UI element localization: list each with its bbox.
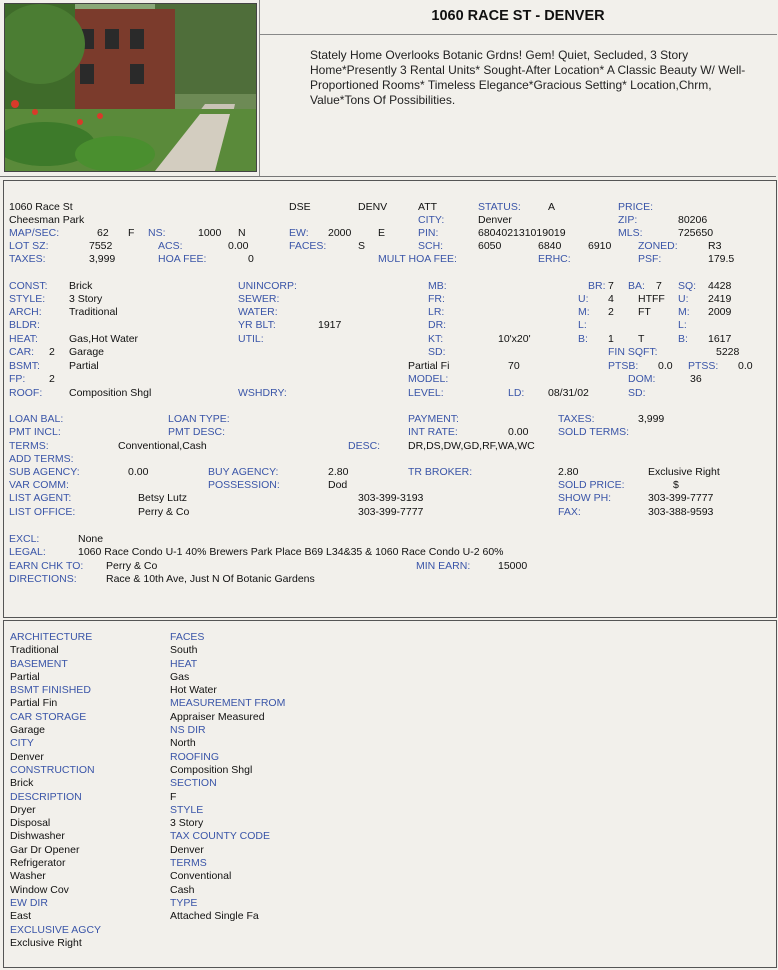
property-remarks: Stately Home Overlooks Botanic Grdns! Gem! Quiet, Secluded, 3 Story Home*Presently 3 Rental Units* Sought-After Location* A Classic Beauty W/ Well-Proportioned Rooms* Timeless Elegance*Gracious Setting* Location,Chrm, Value*Tons Of Possibilities. bbox=[310, 48, 746, 107]
heat-value: Gas,Hot Water bbox=[69, 333, 139, 345]
ld-value: 08/31/02 bbox=[548, 387, 589, 399]
listagent-value: Betsy Lutz bbox=[138, 492, 188, 504]
desc-label: DESC: bbox=[348, 440, 381, 452]
partial-fi: Partial Fi bbox=[408, 360, 450, 372]
intrate-value: 0.00 bbox=[508, 426, 529, 438]
unincorp-label: UNINCORP: bbox=[238, 280, 297, 292]
property-title: 1060 RACE ST - DENVER bbox=[431, 8, 605, 24]
detail-label: STYLE bbox=[170, 803, 204, 816]
detail-value: Disposal bbox=[10, 817, 51, 830]
faces-value: S bbox=[358, 240, 366, 252]
listoffice-label: LIST OFFICE: bbox=[9, 506, 76, 518]
acs-label: ACS: bbox=[158, 240, 183, 252]
bsmt-value: Partial bbox=[69, 360, 99, 372]
ptsb-value: 0.0 bbox=[658, 360, 673, 372]
payment-label: PAYMENT: bbox=[408, 413, 459, 425]
sch-label: SCH: bbox=[418, 240, 444, 252]
partial-fi-value: 70 bbox=[508, 360, 520, 372]
t: T bbox=[638, 333, 645, 345]
bsmt-label: BSMT: bbox=[9, 360, 40, 372]
desc-value: DR,DS,DW,GD,RF,WA,WC bbox=[408, 440, 535, 452]
detail-value: Gar Dr Opener bbox=[10, 843, 80, 856]
detail-value: South bbox=[170, 644, 198, 657]
m-value: 2 bbox=[608, 306, 614, 318]
pin-value: 680402131019019 bbox=[478, 227, 566, 239]
fp-value: 2 bbox=[49, 373, 55, 385]
fax-label: FAX: bbox=[558, 506, 581, 518]
varcomm-label: VAR COMM: bbox=[9, 479, 69, 491]
listagent-label: LIST AGENT: bbox=[9, 492, 72, 504]
yrblt-label: YR BLT: bbox=[238, 319, 276, 331]
detail-value: Attached Single Fa bbox=[170, 910, 259, 923]
detail-value: Cash bbox=[170, 883, 195, 896]
faces-label: FACES: bbox=[289, 240, 327, 252]
kt-value: 10'x20' bbox=[498, 333, 531, 345]
detail-value: Exclusive Right bbox=[10, 936, 82, 949]
psf-value: 179.5 bbox=[708, 253, 735, 265]
zip-value: 80206 bbox=[678, 214, 708, 226]
detail-label: TERMS bbox=[170, 857, 207, 870]
detail-value: Refrigerator bbox=[10, 857, 66, 870]
erhc-label: ERHC: bbox=[538, 253, 571, 265]
detail-label: CAR STORAGE bbox=[10, 710, 87, 723]
arch-label: ARCH: bbox=[9, 306, 42, 318]
sq-label: SQ: bbox=[678, 280, 697, 292]
buyagency-value: 2.80 bbox=[328, 466, 349, 478]
car-label: CAR: bbox=[9, 346, 35, 358]
mls-label: MLS: bbox=[618, 227, 643, 239]
dr-label: DR: bbox=[428, 319, 447, 331]
sd-label: SD: bbox=[428, 346, 446, 358]
legal-value: 1060 Race Condo U-1 40% Brewers Park Place B69 L34&35 & 1060 Race Condo U-2 60% bbox=[78, 546, 504, 558]
lotsz-value: 7552 bbox=[89, 240, 113, 252]
detail-value: Partial bbox=[10, 670, 40, 683]
detail-value: Brick bbox=[10, 777, 34, 790]
soldprice-label: SOLD PRICE: bbox=[558, 479, 625, 491]
sd2-label: SD: bbox=[628, 387, 646, 399]
title-divider bbox=[260, 34, 777, 35]
buyagency-label: BUY AGENCY: bbox=[208, 466, 279, 478]
m2-value: 2009 bbox=[708, 306, 732, 318]
listagent-phone: 303-399-3193 bbox=[358, 492, 424, 504]
l-label: L: bbox=[578, 319, 587, 331]
pmtdesc-label: PMT DESC: bbox=[168, 426, 225, 438]
minearn-value: 15000 bbox=[498, 560, 528, 572]
subagency-label: SUB AGENCY: bbox=[9, 466, 80, 478]
lotsz-label: LOT SZ: bbox=[9, 240, 49, 252]
level-label: LEVEL: bbox=[408, 387, 444, 399]
ptsb-label: PTSB: bbox=[608, 360, 639, 372]
fp-label: FP: bbox=[9, 373, 26, 385]
detail-value: 3 Story bbox=[170, 817, 204, 830]
minearn-label: MIN EARN: bbox=[416, 560, 471, 572]
feature-details-box bbox=[3, 620, 777, 968]
ptss-label: PTSS: bbox=[688, 360, 719, 372]
sch-3: 6910 bbox=[588, 240, 612, 252]
ld-label: LD: bbox=[508, 387, 525, 399]
showph-label: SHOW PH: bbox=[558, 492, 612, 504]
l2-label: L: bbox=[678, 319, 687, 331]
photo-divider bbox=[259, 0, 260, 176]
address: 1060 Race St bbox=[9, 201, 73, 213]
fin-taxes-value: 3,999 bbox=[638, 413, 665, 425]
m-label: M: bbox=[578, 306, 590, 318]
earnchk-label: EARN CHK TO: bbox=[9, 560, 84, 572]
possession-label: POSSESSION: bbox=[208, 479, 280, 491]
denv: DENV bbox=[358, 201, 388, 213]
ns-dir: N bbox=[238, 227, 246, 239]
detail-value: Window Cov bbox=[10, 883, 69, 896]
loantype-label: LOAN TYPE: bbox=[168, 413, 230, 425]
car-value: Garage bbox=[69, 346, 105, 358]
detail-value: East bbox=[10, 910, 32, 923]
sewer-label: SEWER: bbox=[238, 293, 280, 305]
detail-label: HEAT bbox=[170, 657, 198, 670]
listoffice-phone: 303-399-7777 bbox=[358, 506, 424, 518]
mb-label: MB: bbox=[428, 280, 447, 292]
ft: FT bbox=[638, 306, 651, 318]
detail-value: Dryer bbox=[10, 803, 36, 816]
sq-value: 4428 bbox=[708, 280, 732, 292]
neighborhood: Cheesman Park bbox=[9, 214, 85, 226]
fin-taxes-label: TAXES: bbox=[558, 413, 595, 425]
detail-label: CONSTRUCTION bbox=[10, 763, 95, 776]
acs-value: 0.00 bbox=[228, 240, 249, 252]
detail-label: FACES bbox=[170, 631, 205, 643]
excl-label: EXCL: bbox=[9, 533, 40, 545]
ew-label: EW: bbox=[289, 227, 309, 239]
ns-label: NS: bbox=[148, 227, 166, 239]
br-label: BR: bbox=[588, 280, 606, 292]
detail-value: Partial Fin bbox=[10, 697, 58, 710]
possession-value: Dod bbox=[328, 479, 348, 491]
roof-label: ROOF: bbox=[9, 387, 43, 399]
bldr-label: BLDR: bbox=[9, 319, 40, 331]
detail-label: CITY bbox=[10, 737, 34, 750]
sch-1: 6050 bbox=[478, 240, 502, 252]
htff: HTFF bbox=[638, 293, 665, 305]
detail-value: Composition Shgl bbox=[170, 763, 253, 776]
wshdry-label: WSHDRY: bbox=[238, 387, 287, 399]
intrate-label: INT RATE: bbox=[408, 426, 458, 438]
multhoa-label: MULT HOA FEE: bbox=[378, 253, 457, 265]
water-label: WATER: bbox=[238, 306, 278, 318]
roof-value: Composition Shgl bbox=[69, 387, 152, 399]
style-label: STYLE: bbox=[9, 293, 46, 305]
fax-value: 303-388-9593 bbox=[648, 506, 714, 518]
ba-label: BA: bbox=[628, 280, 645, 292]
hoa-label: HOA FEE: bbox=[158, 253, 207, 265]
dse: DSE bbox=[289, 201, 311, 213]
b2-label: B: bbox=[678, 333, 688, 345]
detail-label: NS DIR bbox=[170, 724, 206, 737]
mls-value: 725650 bbox=[678, 227, 714, 239]
mapsec-dir: F bbox=[128, 227, 135, 239]
finsqft-label: FIN SQFT: bbox=[608, 346, 658, 358]
yrblt-value: 1917 bbox=[318, 319, 342, 331]
detail-label: ARCHITECTURE bbox=[10, 631, 93, 643]
heat-label: HEAT: bbox=[9, 333, 38, 345]
detail-value: Garage bbox=[10, 724, 46, 737]
detail-label: TAX COUNTY CODE bbox=[170, 830, 270, 843]
taxes-value: 3,999 bbox=[89, 253, 116, 265]
detail-label: EXCLUSIVE AGCY bbox=[10, 923, 102, 936]
detail-label: TYPE bbox=[170, 896, 198, 909]
city-value: Denver bbox=[478, 214, 512, 226]
style-value: 3 Story bbox=[69, 293, 103, 305]
taxes-label: TAXES: bbox=[9, 253, 46, 265]
trbroker-label: TR BROKER: bbox=[408, 466, 473, 478]
loanbal-label: LOAN BAL: bbox=[9, 413, 64, 425]
detail-label: BASEMENT bbox=[10, 657, 68, 670]
ptss-value: 0.0 bbox=[738, 360, 753, 372]
arch-value: Traditional bbox=[69, 306, 118, 318]
detail-value: Appraiser Measured bbox=[170, 710, 265, 723]
psf-label: PSF: bbox=[638, 253, 662, 265]
u-label: U: bbox=[578, 293, 589, 305]
detail-label: SECTION bbox=[170, 777, 217, 790]
addterms-label: ADD TERMS: bbox=[9, 453, 74, 465]
model-label: MODEL: bbox=[408, 373, 449, 385]
dom-label: DOM: bbox=[628, 373, 656, 385]
zoned-label: ZONED: bbox=[638, 240, 678, 252]
trbroker-type: Exclusive Right bbox=[648, 466, 720, 478]
detail-value: Traditional bbox=[10, 644, 59, 657]
zip-label: ZIP: bbox=[618, 214, 638, 226]
soldterms-label: SOLD TERMS: bbox=[558, 426, 629, 438]
detail-value: Dishwasher bbox=[10, 830, 65, 843]
detail-label: ROOFING bbox=[170, 750, 219, 763]
pin-label: PIN: bbox=[418, 227, 439, 239]
b-value: 1 bbox=[608, 333, 614, 345]
directions-value: Race & 10th Ave, Just N Of Botanic Gardens bbox=[106, 573, 315, 585]
detail-value: Denver bbox=[170, 843, 204, 856]
lr-label: LR: bbox=[428, 306, 445, 318]
const-label: CONST: bbox=[9, 280, 48, 292]
detail-value: Hot Water bbox=[170, 684, 217, 697]
ew-value: 2000 bbox=[328, 227, 352, 239]
property-photo bbox=[4, 3, 257, 172]
u2-value: 2419 bbox=[708, 293, 732, 305]
b2-value: 1617 bbox=[708, 333, 732, 345]
hoa-value: 0 bbox=[248, 253, 254, 265]
b-label: B: bbox=[578, 333, 588, 345]
price-label: PRICE: bbox=[618, 201, 654, 213]
detail-label: BSMT FINISHED bbox=[10, 684, 91, 697]
const-value: Brick bbox=[69, 280, 93, 292]
finsqft-value: 5228 bbox=[716, 346, 740, 358]
detail-label: MEASUREMENT FROM bbox=[170, 697, 286, 710]
details-left-column bbox=[10, 631, 101, 950]
sch-2: 6840 bbox=[538, 240, 562, 252]
kt-label: KT: bbox=[428, 333, 444, 345]
m2-label: M: bbox=[678, 306, 690, 318]
listoffice-value: Perry & Co bbox=[138, 506, 190, 518]
mapsec-value: 62 bbox=[97, 227, 109, 239]
directions-label: DIRECTIONS: bbox=[9, 573, 77, 585]
showph-value: 303-399-7777 bbox=[648, 492, 714, 504]
detail-value: F bbox=[170, 790, 177, 803]
detail-value: Denver bbox=[10, 750, 44, 763]
terms-label: TERMS: bbox=[9, 440, 49, 452]
zoned-value: R3 bbox=[708, 240, 722, 252]
br-value: 7 bbox=[608, 280, 614, 292]
dom-value: 36 bbox=[690, 373, 702, 385]
status-value: A bbox=[548, 201, 556, 213]
detail-value: North bbox=[170, 737, 196, 750]
city-label: CITY: bbox=[418, 214, 445, 226]
detail-value: Gas bbox=[170, 670, 190, 683]
detail-value: Conventional bbox=[170, 870, 232, 883]
detail-label: EW DIR bbox=[10, 896, 48, 909]
car-number: 2 bbox=[49, 346, 55, 358]
ew-dir: E bbox=[378, 227, 386, 239]
terms-value: Conventional,Cash bbox=[118, 440, 207, 452]
detail-label: DESCRIPTION bbox=[10, 790, 82, 803]
ns-value: 1000 bbox=[198, 227, 222, 239]
fr-label: FR: bbox=[428, 293, 445, 305]
u-value: 4 bbox=[608, 293, 614, 305]
earnchk-value: Perry & Co bbox=[106, 560, 158, 572]
pmtincl-label: PMT INCL: bbox=[9, 426, 61, 438]
soldprice-value: $ bbox=[673, 479, 679, 491]
detail-value: Washer bbox=[10, 870, 46, 883]
trbroker-value: 2.80 bbox=[558, 466, 579, 478]
details-right-column bbox=[170, 631, 285, 924]
mapsec-label: MAP/SEC: bbox=[9, 227, 60, 239]
att: ATT bbox=[418, 201, 438, 213]
u2-label: U: bbox=[678, 293, 689, 305]
ba-value: 7 bbox=[656, 280, 662, 292]
status-label: STATUS: bbox=[478, 201, 521, 213]
excl-value: None bbox=[78, 533, 104, 545]
subagency-value: 0.00 bbox=[128, 466, 149, 478]
legal-label: LEGAL: bbox=[9, 546, 46, 558]
util-label: UTIL: bbox=[238, 333, 264, 345]
